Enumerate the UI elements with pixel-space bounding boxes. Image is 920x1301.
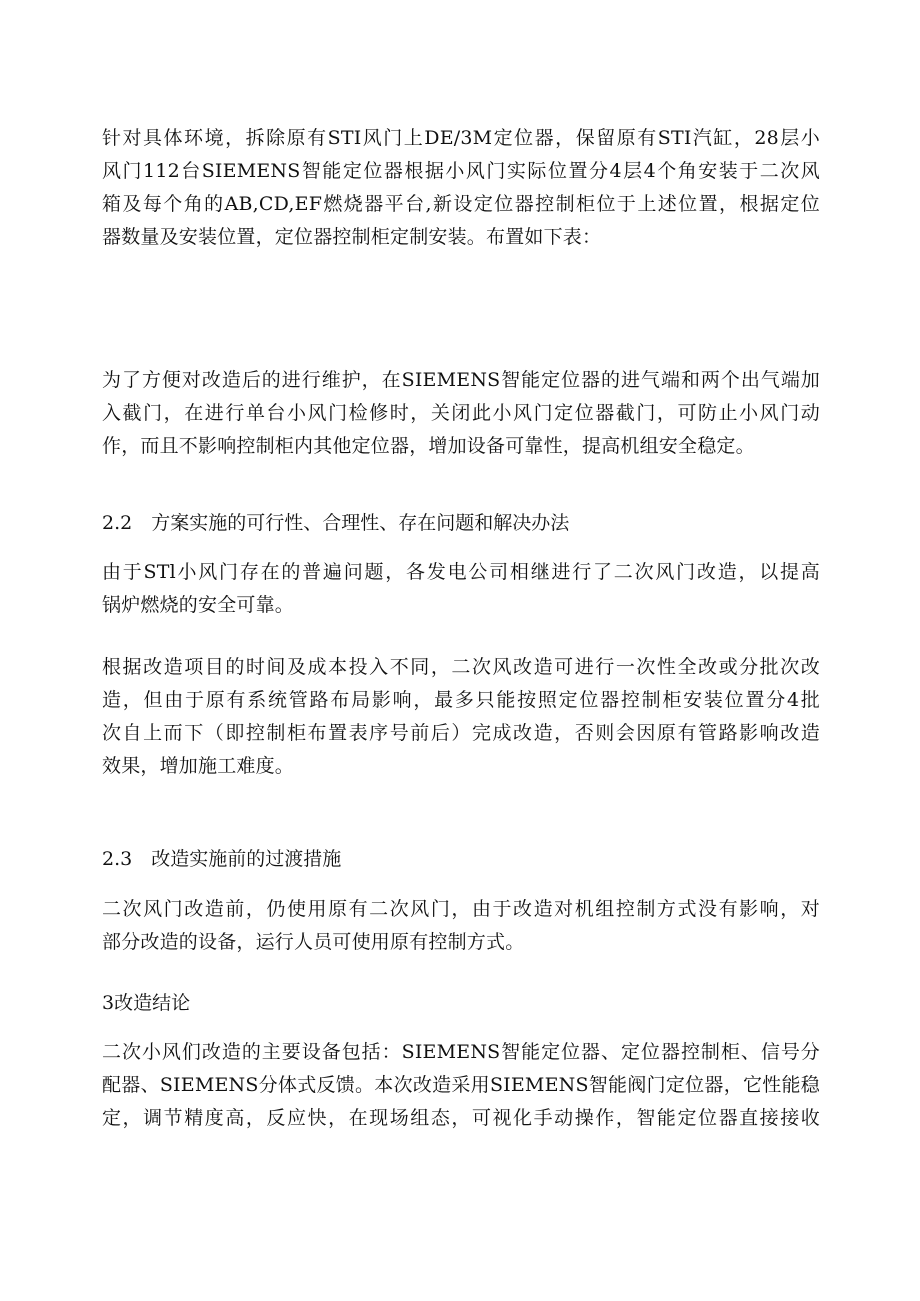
text-line: 针对具体环境，拆除原有STI风门上DE/3M定位器，保留原有STI汽缸，28层小 bbox=[102, 127, 820, 149]
text-line: 由于STl小风门存在的普遍问题，各发电公司相继进行了二次风门改造，以提高 bbox=[102, 561, 820, 583]
text-line: 作，而且不影响控制柜内其他定位器，增加设备可靠性，提高机组安全稳定。 bbox=[102, 435, 755, 457]
paragraph-positioner-removal bbox=[102, 122, 820, 254]
text-line: 器数量及安装位置，定位器控制柜定制安装。布置如下表： bbox=[102, 226, 602, 248]
text-line: 定，调节精度高，反应快，在现场组态，可视化手动操作，智能定位器直接接收 bbox=[102, 1107, 820, 1129]
text-line: 二次小风们改造的主要设备包括：SIEMENS智能定位器、定位器控制柜、信号分 bbox=[102, 1041, 820, 1063]
paragraph-transition bbox=[102, 893, 820, 959]
text-line: 锅炉燃烧的安全可靠。 bbox=[102, 594, 295, 616]
paragraph-maintenance-valves bbox=[102, 364, 820, 463]
section-heading-3: 3改造结论 bbox=[102, 992, 191, 1014]
paragraph-conclusion bbox=[102, 1036, 820, 1135]
section-heading-2-3: 2.3 改造实施前的过渡措施 bbox=[102, 848, 342, 870]
text-line: 根据改造项目的时间及成本投入不同，二次风改造可进行一次性全改或分批次改 bbox=[102, 656, 820, 678]
text-line: 箱及每个角的AB,CD,EF燃烧器平台,新设定位器控制柜位于上述位置，根据定位 bbox=[102, 193, 820, 215]
text-line: 次自上而下（即控制柜布置表序号前后）完成改造，否则会因原有管路影响改造 bbox=[102, 722, 820, 744]
text-line: 造，但由于原有系统管路布局影响，最多只能按照定位器控制柜安装位置分4批 bbox=[102, 689, 820, 711]
text-line: 二次风门改造前，仍使用原有二次风门，由于改造对机组控制方式没有影响，对 bbox=[102, 898, 820, 920]
text-line: 部分改造的设备，运行人员可使用原有控制方式。 bbox=[102, 931, 525, 953]
paragraph-common-problems bbox=[102, 556, 820, 622]
text-line: 为了方便对改造后的进行维护，在SIEMENS智能定位器的进气端和两个出气端加 bbox=[102, 369, 820, 391]
text-line: 配器、SIEMENS分体式反馈。本次改造采用SIEMENS智能阀门定位器，它性能稳 bbox=[102, 1074, 820, 1096]
section-heading-2-2: 2.2 方案实施的可行性、合理性、存在问题和解决办法 bbox=[102, 512, 570, 534]
paragraph-phased-retrofit bbox=[102, 651, 820, 783]
text-line: 风门112台SIEMENS智能定位器根据小风门实际位置分4层4个角安装于二次风 bbox=[102, 160, 820, 182]
text-line: 入截门，在进行单台小风门检修时，关闭此小风门定位器截门，可防止小风门动 bbox=[102, 402, 820, 424]
text-line: 效果，增加施工难度。 bbox=[102, 755, 295, 777]
